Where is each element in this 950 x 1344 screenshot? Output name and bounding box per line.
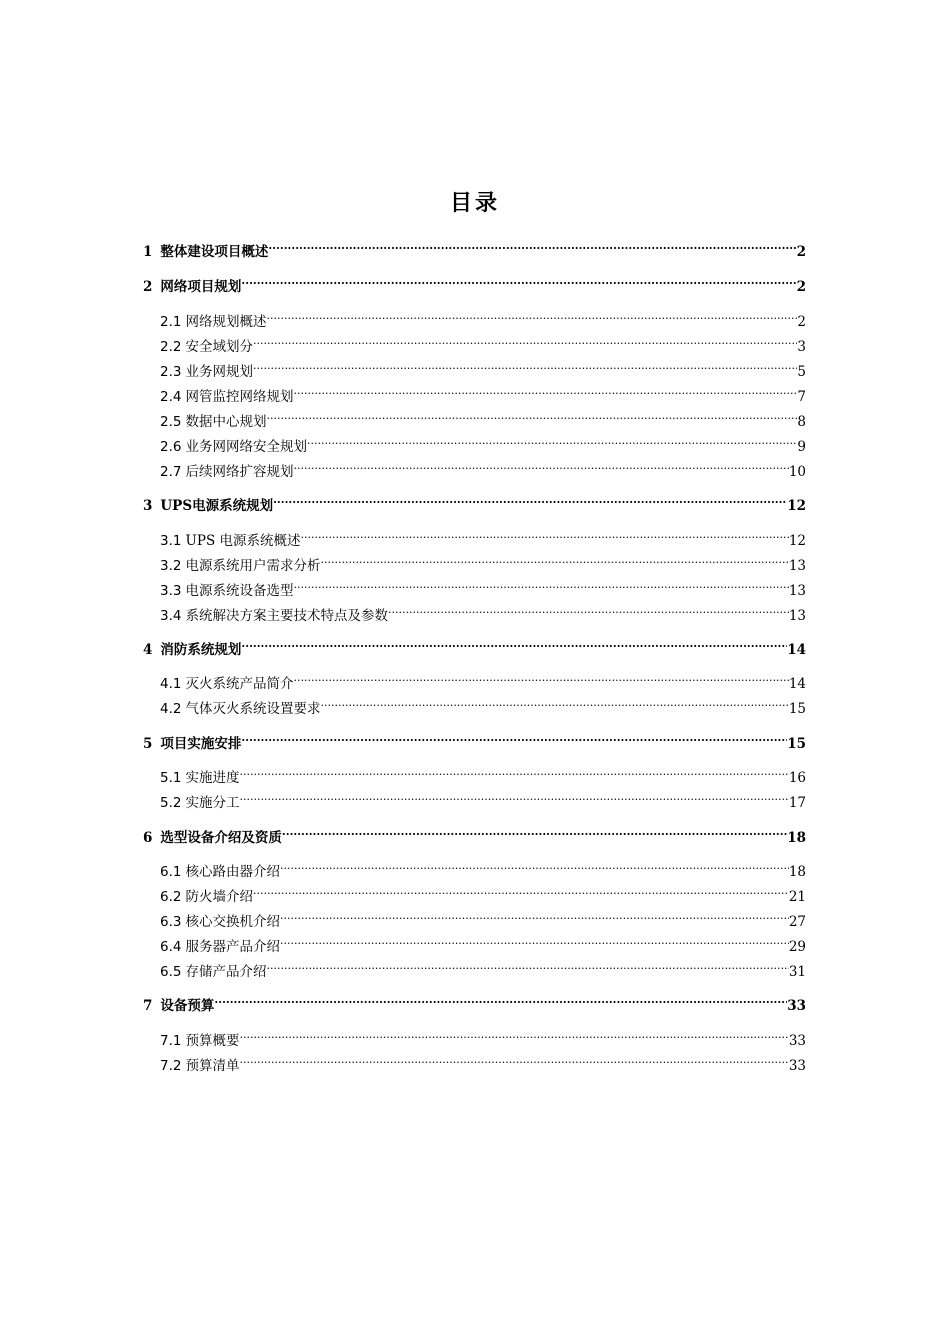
toc-entry-number: 4.1 xyxy=(160,676,182,692)
toc-leader-dots xyxy=(266,306,797,326)
toc-leader-dots xyxy=(280,906,789,926)
toc-entry[interactable] xyxy=(160,331,806,355)
toc-entry-page-number: 7 xyxy=(797,389,806,405)
toc-entry-page-number: 2 xyxy=(796,244,806,260)
toc-entry[interactable] xyxy=(160,1050,806,1074)
toc-entry[interactable] xyxy=(143,236,806,260)
toc-entry-number: 4.2 xyxy=(160,701,182,717)
toc-entry[interactable] xyxy=(160,456,806,480)
toc-leader-dots xyxy=(280,856,789,876)
toc-leader-dots xyxy=(388,600,789,620)
toc-entry-page-number: 3 xyxy=(797,339,806,355)
toc-entry-page-number: 2 xyxy=(797,314,806,330)
toc-leader-dots xyxy=(241,271,796,291)
toc-entry-page-number: 16 xyxy=(788,770,806,786)
toc-leader-dots xyxy=(253,881,789,901)
toc-entry[interactable] xyxy=(160,787,806,811)
toc-leader-dots xyxy=(239,762,788,782)
toc-entry[interactable] xyxy=(160,306,806,330)
toc-entry-number: 3.4 xyxy=(160,608,182,624)
toc-entry-title: UPS 电源系统概述 xyxy=(185,533,301,549)
toc-entry[interactable] xyxy=(160,431,806,455)
toc-entry-page-number: 8 xyxy=(797,414,806,430)
toc-entry-number: 3.3 xyxy=(160,583,182,599)
toc-entry[interactable] xyxy=(143,634,806,658)
toc-entry-page-number: 29 xyxy=(788,939,806,955)
toc-entry-number: 2.5 xyxy=(160,414,182,430)
toc-entry-number: 2 xyxy=(143,279,153,295)
toc-entry-title: 消防系统规划 xyxy=(160,642,242,658)
toc-leader-dots xyxy=(307,431,797,451)
toc-entry-page-number: 27 xyxy=(788,914,806,930)
toc-entry-page-number: 17 xyxy=(788,795,806,811)
toc-entry-title: 整体建设项目概述 xyxy=(160,244,269,260)
toc-entry-title: 选型设备介绍及资质 xyxy=(160,830,282,846)
toc-entry[interactable] xyxy=(143,490,806,514)
toc-entry-title: 系统解决方案主要技术特点及参数 xyxy=(185,608,388,624)
toc-entry-title: 数据中心规划 xyxy=(185,414,267,430)
toc-leader-dots xyxy=(239,1050,788,1070)
toc-entry-number: 2.7 xyxy=(160,464,182,480)
toc-entry-title: 后续网络扩容规划 xyxy=(185,464,294,480)
toc-entry-page-number: 14 xyxy=(788,676,806,692)
toc-entry-page-number: 14 xyxy=(787,642,806,658)
toc-entry-number: 2.1 xyxy=(160,314,182,330)
toc-entry-page-number: 12 xyxy=(787,498,806,514)
toc-leader-dots xyxy=(280,931,789,951)
toc-entry-number: 6.1 xyxy=(160,864,182,880)
toc-entry[interactable] xyxy=(160,693,806,717)
toc-entry-number: 1 xyxy=(143,244,153,260)
toc-leader-dots xyxy=(241,634,787,654)
toc-entry-number: 7 xyxy=(143,998,153,1014)
toc-entry-title: 电源系统设备选型 xyxy=(185,583,294,599)
toc-leader-dots xyxy=(273,490,787,510)
toc-entry[interactable] xyxy=(143,271,806,295)
toc-entry-title: 防火墙介绍 xyxy=(185,889,253,905)
toc-entry[interactable] xyxy=(143,822,806,846)
toc-entry[interactable] xyxy=(143,728,806,752)
toc-entry-title: 存储产品介绍 xyxy=(185,964,267,980)
toc-leader-dots xyxy=(293,381,797,401)
toc-entry-title: 业务网网络安全规划 xyxy=(185,439,307,455)
toc-entry-number: 6.2 xyxy=(160,889,182,905)
toc-entry-title: 核心路由器介绍 xyxy=(185,864,280,880)
toc-leader-dots xyxy=(266,956,788,976)
toc-entry[interactable] xyxy=(160,668,806,692)
toc-entry-title: 核心交换机介绍 xyxy=(185,914,280,930)
toc-entry-page-number: 31 xyxy=(788,964,806,980)
toc-entry-number: 3.1 xyxy=(160,533,182,549)
toc-entry[interactable] xyxy=(160,1025,806,1049)
toc-entry[interactable] xyxy=(160,956,806,980)
toc-entry-title: 安全域划分 xyxy=(185,339,253,355)
toc-entry-number: 2.4 xyxy=(160,389,182,405)
toc-entry-page-number: 15 xyxy=(787,736,806,752)
toc-entry-page-number: 5 xyxy=(797,364,806,380)
toc-entry[interactable] xyxy=(160,356,806,380)
toc-entry-page-number: 18 xyxy=(787,830,806,846)
toc-entry-title: 项目实施安排 xyxy=(160,736,242,752)
toc-leader-dots xyxy=(293,456,788,476)
toc-entry-title: 电源系统用户需求分析 xyxy=(185,558,321,574)
toc-entry[interactable] xyxy=(160,381,806,405)
toc-entry-page-number: 10 xyxy=(788,464,806,480)
toc-leader-dots xyxy=(241,728,787,748)
toc-leader-dots xyxy=(253,331,797,351)
toc-leader-dots xyxy=(239,1025,788,1045)
toc-entry[interactable] xyxy=(160,856,806,880)
toc-entry-page-number: 2 xyxy=(796,279,806,295)
toc-entry-number: 5 xyxy=(143,736,153,752)
toc-entry[interactable] xyxy=(160,931,806,955)
toc-entry-page-number: 21 xyxy=(788,889,806,905)
toc-entry-number: 2.3 xyxy=(160,364,182,380)
toc-entry-number: 5.1 xyxy=(160,770,182,786)
toc-leader-dots xyxy=(239,787,788,807)
toc-entry-page-number: 33 xyxy=(788,1033,806,1049)
toc-entry-title: 服务器产品介绍 xyxy=(185,939,280,955)
toc-entry-page-number: 12 xyxy=(788,533,806,549)
toc-leader-dots xyxy=(320,693,788,713)
toc-entry-page-number: 13 xyxy=(788,608,806,624)
toc-entry-title: 预算概要 xyxy=(185,1033,240,1049)
toc-entry-title: 灭火系统产品简介 xyxy=(185,676,294,692)
toc-entry-page-number: 33 xyxy=(787,998,806,1014)
toc-entry-number: 6.3 xyxy=(160,914,182,930)
toc-entry-title: 气体灭火系统设置要求 xyxy=(185,701,321,717)
toc-entry-number: 6.4 xyxy=(160,939,182,955)
toc-entry-number: 2.6 xyxy=(160,439,182,455)
toc-entry-number: 3 xyxy=(143,498,153,514)
toc-entry-number: 7.2 xyxy=(160,1058,182,1074)
toc-entry-number: 3.2 xyxy=(160,558,182,574)
toc-leader-dots xyxy=(214,990,787,1010)
toc-entry-title: UPS电源系统规划 xyxy=(160,498,274,514)
toc-entry-number: 2.2 xyxy=(160,339,182,355)
toc-entry-number: 6 xyxy=(143,830,153,846)
toc-entry[interactable] xyxy=(160,906,806,930)
toc-entry-number: 6.5 xyxy=(160,964,182,980)
toc-entry-page-number: 9 xyxy=(797,439,806,455)
toc-entry-page-number: 18 xyxy=(788,864,806,880)
toc-title: 目录 xyxy=(449,191,500,216)
toc-entry[interactable] xyxy=(160,600,806,624)
toc-entry[interactable] xyxy=(160,762,806,786)
toc-leader-dots xyxy=(266,406,797,426)
toc-entry-title: 预算清单 xyxy=(185,1058,240,1074)
toc-entry[interactable] xyxy=(160,881,806,905)
toc-entry-page-number: 13 xyxy=(788,558,806,574)
toc-entry-number: 5.2 xyxy=(160,795,182,811)
toc-leader-dots xyxy=(282,822,787,842)
toc-entry[interactable] xyxy=(143,990,806,1014)
toc-entry-title: 网络项目规划 xyxy=(160,279,242,295)
toc-entry-title: 设备预算 xyxy=(160,998,215,1014)
toc-entry-page-number: 15 xyxy=(788,701,806,717)
toc-entry-title: 实施进度 xyxy=(185,770,240,786)
toc-leader-dots xyxy=(293,575,788,595)
toc-entry-title: 业务网规划 xyxy=(185,364,253,380)
toc-leader-dots xyxy=(320,550,788,570)
toc-entry[interactable] xyxy=(160,406,806,430)
toc-entry-title: 实施分工 xyxy=(185,795,240,811)
toc-entry-title: 网络规划概述 xyxy=(185,314,267,330)
toc-entry[interactable] xyxy=(160,525,806,549)
toc-entry-page-number: 13 xyxy=(788,583,806,599)
toc-entry-page-number: 33 xyxy=(788,1058,806,1074)
toc-entry[interactable] xyxy=(160,575,806,599)
toc-entry-title: 网管监控网络规划 xyxy=(185,389,294,405)
toc-leader-dots xyxy=(293,668,788,688)
toc-entry[interactable] xyxy=(160,550,806,574)
toc-entry-number: 7.1 xyxy=(160,1033,182,1049)
toc-leader-dots xyxy=(253,356,797,376)
toc-entry-number: 4 xyxy=(143,642,153,658)
toc-leader-dots xyxy=(301,525,789,545)
toc-leader-dots xyxy=(268,236,796,256)
